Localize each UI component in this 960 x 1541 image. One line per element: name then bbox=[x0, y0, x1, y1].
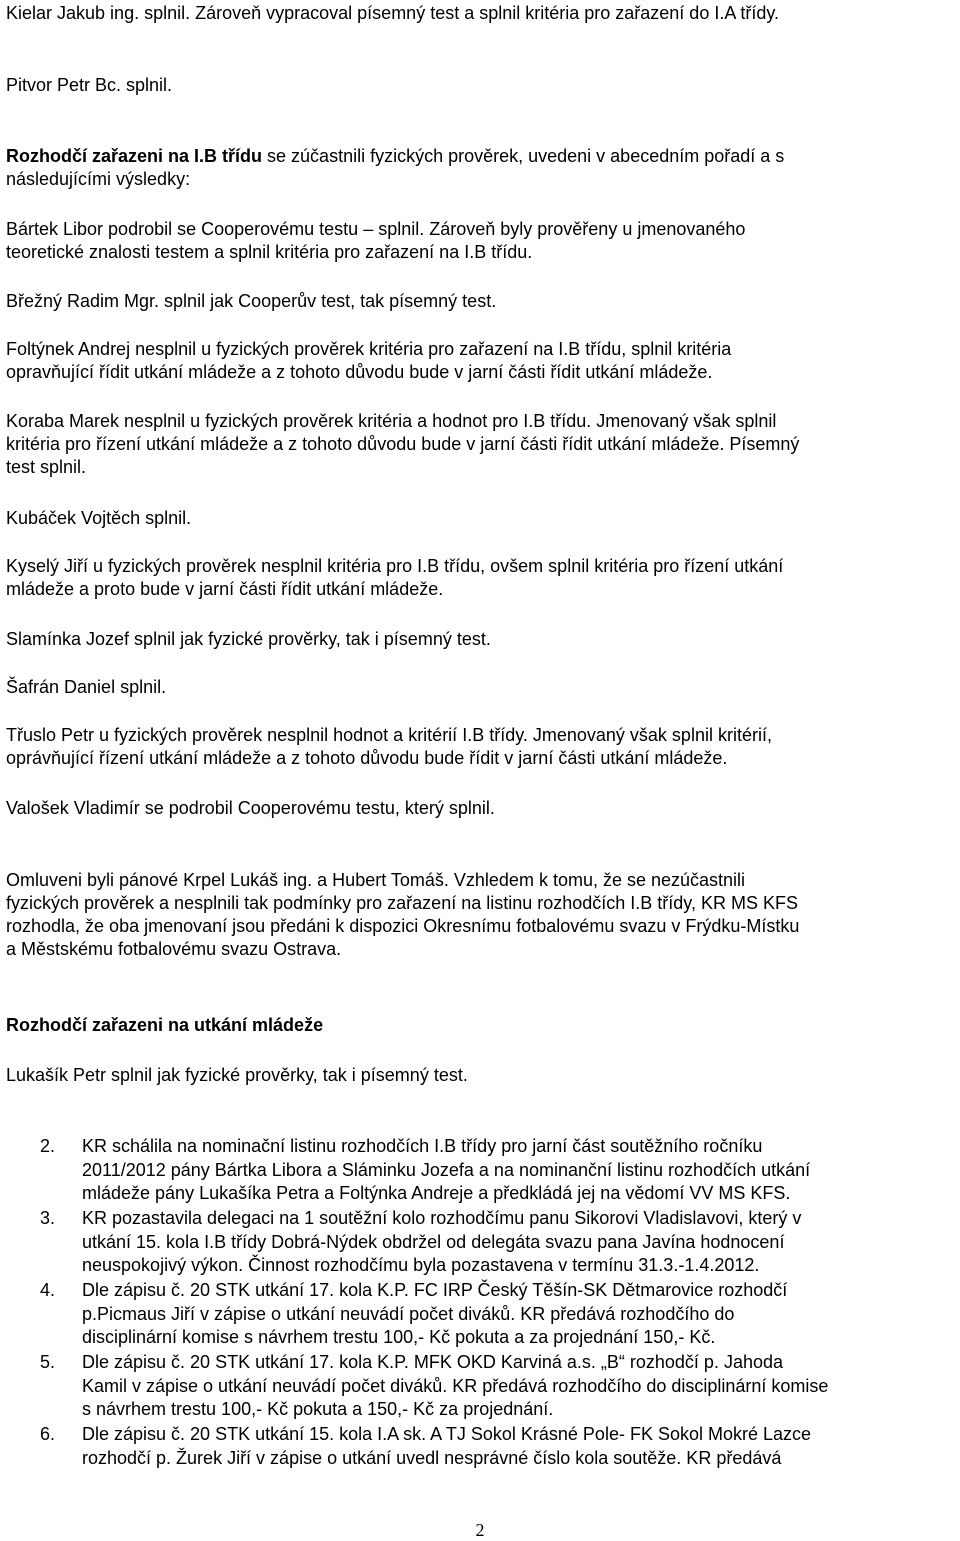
paragraph-valosek bbox=[6, 797, 956, 820]
list-text bbox=[82, 1207, 956, 1278]
text-line: KR schálila na nominační listinu rozhodčích I.B třídy pro jarní část soutěžního ročníku bbox=[82, 1136, 763, 1156]
section-heading-ib: Rozhodčí zařazeni na I.B třídu bbox=[6, 146, 263, 166]
paragraph-ib-intro bbox=[6, 145, 956, 191]
paragraph-mladez-heading bbox=[6, 1014, 956, 1037]
list-text bbox=[82, 1351, 956, 1422]
text-line: opravňující řídit utkání mládeže a z tohoto důvodu bude v jarní části řídit utkání mládeže. bbox=[6, 362, 713, 382]
text-line: Kielar Jakub ing. splnil. Zároveň vypracoval písemný test a splnil kritéria pro zařazení do I.A třídy. bbox=[6, 3, 780, 23]
paragraph-brezny bbox=[6, 290, 956, 313]
paragraph-kubacek bbox=[6, 507, 956, 530]
text-line: Lukašík Petr splnil jak fyzické prověrky, tak i písemný test. bbox=[6, 1065, 468, 1085]
paragraph-kielar bbox=[6, 2, 956, 25]
text-line: utkání 15. kola I.B třídy Dobrá-Nýdek obdržel od delegáta svazu pana Javína hodnocení bbox=[82, 1231, 785, 1252]
text-line: Dle zápisu č. 20 STK utkání 15. kola I.A sk. A TJ Sokol Krásné Pole- FK Sokol Mokré Lazce bbox=[82, 1424, 812, 1444]
list-number: 5. bbox=[40, 1352, 56, 1372]
paragraph-kysely bbox=[6, 555, 956, 601]
text-line: disciplinární komise s návrhem trestu 100,- Kč pokuta a za projednání 150,- Kč. bbox=[82, 1327, 716, 1347]
list-text bbox=[82, 1423, 956, 1470]
text-line: Foltýnek Andrej nesplnil u fyzických prověrek kritéria pro zařazení na I.B třídu, splnil kritéria bbox=[6, 339, 732, 359]
list-number: 4. bbox=[40, 1280, 56, 1300]
text-line: mládeže pány Lukašíka Petra a Foltýnka Andreje a předkládá jej na vědomí VV MS KFS. bbox=[82, 1183, 791, 1203]
list-number: 3. bbox=[40, 1208, 56, 1228]
paragraph-omluveni bbox=[6, 869, 956, 961]
text-line: Slamínka Jozef splnil jak fyzické prověrky, tak i písemný test. bbox=[6, 629, 491, 649]
list-text bbox=[82, 1135, 956, 1206]
text-line: Dle zápisu č. 20 STK utkání 17. kola K.P. MFK OKD Karviná a.s. „B“ rozhodčí p. Jahoda bbox=[82, 1352, 783, 1372]
text-line: rozhodčí p. Žurek Jiří v zápise o utkání uvedl nesprávné číslo kola soutěže. KR předává bbox=[82, 1447, 782, 1468]
paragraph-slaminka bbox=[6, 628, 956, 651]
paragraph-koraba bbox=[6, 410, 956, 479]
text-line: mládeže a proto bude v jarní části řídit utkání mládeže. bbox=[6, 579, 444, 599]
text-line bbox=[6, 145, 956, 168]
text-line: test splnil. bbox=[6, 457, 87, 477]
paragraph-foltynek bbox=[6, 338, 956, 384]
text-line: Omluveni byli pánové Krpel Lukáš ing. a Hubert Tomáš. Vzhledem k tomu, že se nezúčastnili bbox=[6, 870, 746, 890]
text-line: Kubáček Vojtěch splnil. bbox=[6, 508, 192, 528]
text-line: 2011/2012 pány Bártka Libora a Sláminku Jozefa a na nominanční listinu rozhodčích utkání bbox=[82, 1159, 811, 1180]
text-line: následujícími výsledky: bbox=[6, 169, 191, 189]
text-line: Břežný Radim Mgr. splnil jak Cooperův test, tak písemný test. bbox=[6, 291, 497, 311]
list-number: 6. bbox=[40, 1424, 56, 1444]
text-line: Valošek Vladimír se podrobil Cooperovému testu, který splnil. bbox=[6, 798, 495, 818]
page-number: 2 bbox=[475, 1520, 485, 1540]
section-heading-mladez: Rozhodčí zařazeni na utkání mládeže bbox=[6, 1015, 324, 1035]
paragraph-bartek bbox=[6, 218, 956, 264]
text-line: Koraba Marek nesplnil u fyzických prověrek kritéria a hodnot pro I.B třídu. Jmenovaný však splnil bbox=[6, 411, 777, 431]
text-line: Šafrán Daniel splnil. bbox=[6, 677, 167, 697]
text-line: oprávňující řízení utkání mládeže a z tohoto důvodu bude řídit v jarní části utkání mládeže. bbox=[6, 748, 728, 768]
text-line: Kyselý Jiří u fyzických prověrek nesplnil kritéria pro I.B třídu, ovšem splnil kritéria pro řízení utkání bbox=[6, 556, 784, 576]
list-number: 2. bbox=[40, 1136, 56, 1156]
paragraph-pitvor bbox=[6, 74, 956, 97]
paragraph-lukasik bbox=[6, 1064, 956, 1087]
text-line: a Městskému fotbalovému svazu Ostrava. bbox=[6, 939, 342, 959]
text-line: rozhodla, že oba jmenovaní jsou předáni k dispozici Okresnímu fotbalovému svazu v Frýdku-Místku bbox=[6, 916, 800, 936]
text-line: teoretické znalosti testem a splnil kritéria pro zařazení na I.B třídu. bbox=[6, 242, 533, 262]
text-line: Pitvor Petr Bc. splnil. bbox=[6, 75, 173, 95]
paragraph-safran bbox=[6, 676, 956, 699]
paragraph-truslo bbox=[6, 724, 956, 770]
text-line: Kamil v zápise o utkání neuvádí počet diváků. KR předává rozhodčího do disciplinární komise bbox=[82, 1375, 829, 1396]
list-text bbox=[82, 1279, 956, 1350]
text-line: Bártek Libor podrobil se Cooperovému testu – splnil. Zároveň byly prověřeny u jmenovaného bbox=[6, 219, 746, 239]
text-line: neuspokojivý výkon. Činnost rozhodčímu byla pozastavena v termínu 31.3.-1.4.2012. bbox=[82, 1255, 760, 1275]
heading-continuation: se zúčastnili fyzických prověrek, uvedeni v abecedním pořadí a s bbox=[262, 146, 785, 166]
text-line: Třuslo Petr u fyzických prověrek nesplnil hodnot a kritérií I.B třídy. Jmenovaný však splnil kritérií, bbox=[6, 725, 772, 745]
text-line: fyzických prověrek a nesplnili tak podmínky pro zařazení na listinu rozhodčích I.B třídy, KR MS KFS bbox=[6, 893, 798, 913]
text-line: kritéria pro řízení utkání mládeže a z tohoto důvodu bude v jarní části řídit utkání mládeže. Písemný bbox=[6, 434, 800, 454]
text-line: s návrhem trestu 100,- Kč pokuta a 150,- Kč za projednání. bbox=[82, 1399, 554, 1419]
text-line: p.Picmaus Jiří v zápise o utkání neuvádí počet diváků. KR předává rozhodčího do bbox=[82, 1303, 735, 1324]
text-line: KR pozastavila delegaci na 1 soutěžní kolo rozhodčímu panu Sikorovi Vladislavovi, který v bbox=[82, 1208, 802, 1228]
text-line: Dle zápisu č. 20 STK utkání 17. kola K.P. FC IRP Český Těšín-SK Dětmarovice rozhodčí bbox=[82, 1280, 788, 1300]
